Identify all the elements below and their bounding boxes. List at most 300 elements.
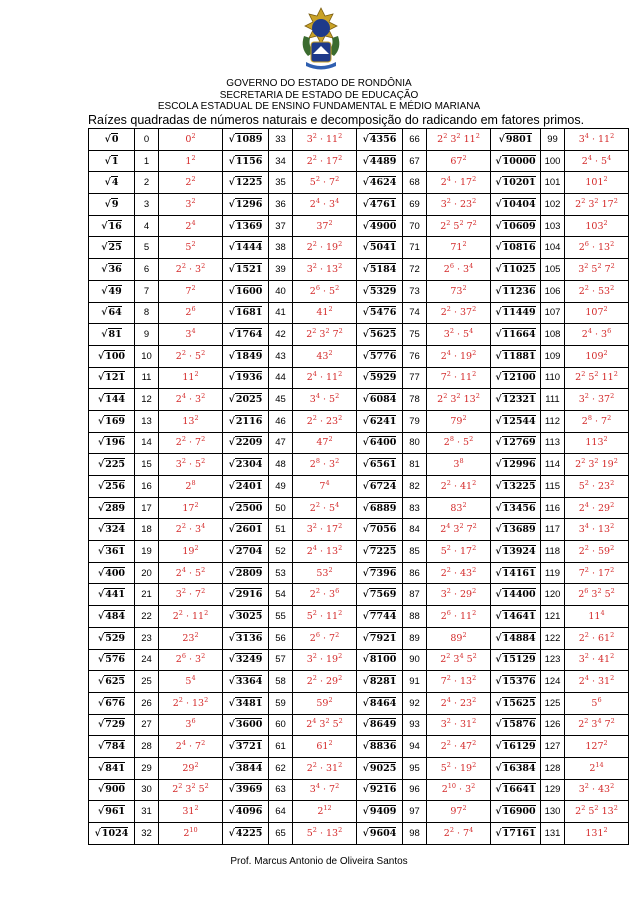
root-value-cell: 93 — [403, 714, 427, 736]
root-value-cell: 72 — [403, 259, 427, 281]
radical-cell: √2116 — [223, 410, 269, 432]
radical-cell: √12321 — [491, 389, 541, 411]
root-value-cell: 36 — [269, 194, 293, 216]
radical-cell: √6889 — [357, 497, 403, 519]
root-value-cell: 130 — [541, 801, 565, 823]
radical-cell: √3600 — [223, 714, 269, 736]
radical-cell: √8281 — [357, 671, 403, 693]
factorization-cell: $2^2 \cdot 41^2$ — [427, 476, 491, 498]
radical-cell: √1681 — [223, 302, 269, 324]
radical-cell: √5184 — [357, 259, 403, 281]
radical-cell: √81 — [89, 324, 135, 346]
factorization-cell: $3^6$ — [159, 714, 223, 736]
table-row — [89, 779, 629, 801]
root-value-cell: 6 — [135, 259, 159, 281]
root-value-cell: 104 — [541, 237, 565, 259]
root-value-cell: 42 — [269, 324, 293, 346]
school-header — [0, 78, 638, 113]
radical-cell: √1156 — [223, 150, 269, 172]
root-value-cell: 34 — [269, 150, 293, 172]
radical-cell: √13225 — [491, 476, 541, 498]
factorization-cell: $2^4 \cdot 5^4$ — [565, 150, 629, 172]
factorization-cell: $2^8 \cdot 3^2$ — [293, 454, 357, 476]
radical-cell: √13456 — [491, 497, 541, 519]
root-value-cell: 25 — [135, 671, 159, 693]
radical-cell: √2209 — [223, 432, 269, 454]
factorization-cell: $2^{12}$ — [293, 801, 357, 823]
secretariat-line: SECRETARIA DE ESTADO DE EDUCAÇÃO — [219, 89, 419, 101]
factorization-cell: $2^{10}$ — [159, 823, 223, 845]
factorization-cell: $2^2$ $3^2$ $7^2$ — [293, 324, 357, 346]
table-row — [89, 497, 629, 519]
root-value-cell: 111 — [541, 389, 565, 411]
radical-cell: √5776 — [357, 345, 403, 367]
root-value-cell: 21 — [135, 584, 159, 606]
page-title: Raízes quadradas de números naturais e decomposição do radicando em fatores primos. — [88, 113, 585, 127]
root-value-cell: 94 — [403, 736, 427, 758]
factorization-cell: $2^8$ — [159, 476, 223, 498]
radical-cell: √529 — [89, 627, 135, 649]
radical-cell: √12996 — [491, 454, 541, 476]
radical-cell: √0 — [89, 129, 135, 151]
factorization-cell: $3^4 \cdot 5^2$ — [293, 389, 357, 411]
root-value-cell: 90 — [403, 649, 427, 671]
radical-cell: √25 — [89, 237, 135, 259]
radical-cell: √841 — [89, 757, 135, 779]
radical-cell: √7569 — [357, 584, 403, 606]
radical-cell: √10609 — [491, 215, 541, 237]
root-value-cell: 46 — [269, 410, 293, 432]
root-value-cell: 4 — [135, 215, 159, 237]
factorization-cell: $13^2$ — [159, 410, 223, 432]
table-row — [89, 454, 629, 476]
factorization-cell: $3^8$ — [427, 454, 491, 476]
radical-cell: √8464 — [357, 692, 403, 714]
radical-cell: √144 — [89, 389, 135, 411]
radical-cell: √8100 — [357, 649, 403, 671]
radical-cell: √3025 — [223, 606, 269, 628]
table-row — [89, 692, 629, 714]
factorization-cell: $113^2$ — [565, 432, 629, 454]
radical-cell: √14400 — [491, 584, 541, 606]
radical-cell: √9801 — [491, 129, 541, 151]
radical-cell: √16129 — [491, 736, 541, 758]
square-roots-table — [88, 128, 629, 845]
factorization-cell: $2^2 \cdot 3^2$ — [159, 259, 223, 281]
factorization-cell: $59^2$ — [293, 692, 357, 714]
root-value-cell: 49 — [269, 476, 293, 498]
root-value-cell: 44 — [269, 367, 293, 389]
factorization-cell: $19^2$ — [159, 541, 223, 563]
radical-cell: √10816 — [491, 237, 541, 259]
root-value-cell: 60 — [269, 714, 293, 736]
root-value-cell: 108 — [541, 324, 565, 346]
root-value-cell: 57 — [269, 649, 293, 671]
root-value-cell: 128 — [541, 757, 565, 779]
root-value-cell: 114 — [541, 454, 565, 476]
factorization-cell: $2^2 \cdot 3^4$ — [159, 519, 223, 541]
root-value-cell: 129 — [541, 779, 565, 801]
root-value-cell: 52 — [269, 541, 293, 563]
root-value-cell: 2 — [135, 172, 159, 194]
radical-cell: √12544 — [491, 410, 541, 432]
factorization-cell: $2^8 \cdot 5^2$ — [427, 432, 491, 454]
root-value-cell: 110 — [541, 367, 565, 389]
factorization-cell: $2^2 \cdot 17^2$ — [293, 150, 357, 172]
factorization-cell: $7^2 \cdot 17^2$ — [565, 562, 629, 584]
root-value-cell: 121 — [541, 606, 565, 628]
radical-cell: √3249 — [223, 649, 269, 671]
government-line: GOVERNO DO ESTADO DE RONDÔNIA — [226, 78, 412, 89]
root-value-cell: 63 — [269, 779, 293, 801]
radical-cell: √7396 — [357, 562, 403, 584]
factorization-cell: $5^2$ — [159, 237, 223, 259]
radical-cell: √1764 — [223, 324, 269, 346]
radical-cell: √1369 — [223, 215, 269, 237]
factorization-cell: $3^2 \cdot 19^2$ — [293, 649, 357, 671]
root-value-cell: 95 — [403, 757, 427, 779]
root-value-cell: 96 — [403, 779, 427, 801]
root-value-cell: 113 — [541, 432, 565, 454]
radical-cell: √15625 — [491, 692, 541, 714]
radical-cell: √2916 — [223, 584, 269, 606]
factorization-cell: $5^2 \cdot 11^2$ — [293, 606, 357, 628]
radical-cell: √2025 — [223, 389, 269, 411]
radical-cell: √2304 — [223, 454, 269, 476]
factorization-cell: $2^2 \cdot 59^2$ — [565, 541, 629, 563]
radical-cell: √1600 — [223, 280, 269, 302]
radical-cell: √11236 — [491, 280, 541, 302]
factorization-cell: $2^2 \cdot 5^2$ — [159, 345, 223, 367]
root-value-cell: 19 — [135, 541, 159, 563]
factorization-cell: $2^2 \cdot 5^4$ — [293, 497, 357, 519]
factorization-cell: $2^{14}$ — [565, 757, 629, 779]
radical-cell: √1936 — [223, 367, 269, 389]
radical-cell: √676 — [89, 692, 135, 714]
root-value-cell: 17 — [135, 497, 159, 519]
root-value-cell: 92 — [403, 692, 427, 714]
root-value-cell: 76 — [403, 345, 427, 367]
radical-cell: √7921 — [357, 627, 403, 649]
factorization-cell: $2^2 \cdot 37^2$ — [427, 302, 491, 324]
radical-cell: √3721 — [223, 736, 269, 758]
factorization-cell: $0^2$ — [159, 129, 223, 151]
table-row — [89, 562, 629, 584]
radical-cell: √16384 — [491, 757, 541, 779]
factorization-cell: $3^2 \cdot 43^2$ — [565, 779, 629, 801]
root-value-cell: 32 — [135, 823, 159, 845]
factorization-cell: $2^6$ — [159, 302, 223, 324]
radical-cell: √9216 — [357, 779, 403, 801]
root-value-cell: 28 — [135, 736, 159, 758]
school-line: ESCOLA ESTADUAL DE ENSINO FUNDAMENTAL E MÉDIO MARIANA — [157, 101, 481, 112]
factorization-cell: $5^2 \cdot 7^2$ — [293, 172, 357, 194]
table-row — [89, 541, 629, 563]
root-value-cell: 119 — [541, 562, 565, 584]
root-value-cell: 64 — [269, 801, 293, 823]
table-row — [89, 671, 629, 693]
factorization-cell: $2^6 \cdot 7^2$ — [293, 627, 357, 649]
radical-cell: √7056 — [357, 519, 403, 541]
radical-cell: √4900 — [357, 215, 403, 237]
table-row — [89, 324, 629, 346]
radical-cell: √4624 — [357, 172, 403, 194]
root-value-cell: 88 — [403, 606, 427, 628]
root-value-cell: 109 — [541, 345, 565, 367]
radical-cell: √36 — [89, 259, 135, 281]
radical-cell: √4489 — [357, 150, 403, 172]
radical-cell: √5625 — [357, 324, 403, 346]
radical-cell: √361 — [89, 541, 135, 563]
root-value-cell: 29 — [135, 757, 159, 779]
table-row — [89, 757, 629, 779]
root-value-cell: 11 — [135, 367, 159, 389]
radical-cell: √484 — [89, 606, 135, 628]
factorization-cell: $2^2$ $3^2$ $17^2$ — [565, 194, 629, 216]
radical-cell: √3844 — [223, 757, 269, 779]
factorization-cell: $3^2 \cdot 31^2$ — [427, 714, 491, 736]
factorization-cell: $23^2$ — [159, 627, 223, 649]
radical-cell: √100 — [89, 345, 135, 367]
factorization-cell: $61^2$ — [293, 736, 357, 758]
factorization-cell: $3^2$ $5^2$ $7^2$ — [565, 259, 629, 281]
root-value-cell: 131 — [541, 823, 565, 845]
radical-cell: √10201 — [491, 172, 541, 194]
root-value-cell: 47 — [269, 432, 293, 454]
radical-cell: √1225 — [223, 172, 269, 194]
root-value-cell: 45 — [269, 389, 293, 411]
table-row — [89, 302, 629, 324]
factorization-cell: $67^2$ — [427, 150, 491, 172]
factorization-cell: $2^2 \cdot 31^2$ — [293, 757, 357, 779]
root-value-cell: 7 — [135, 280, 159, 302]
radical-cell: √13924 — [491, 541, 541, 563]
root-value-cell: 67 — [403, 150, 427, 172]
radical-cell: √14641 — [491, 606, 541, 628]
radical-cell: √400 — [89, 562, 135, 584]
factorization-cell: $3^2 \cdot 17^2$ — [293, 519, 357, 541]
factorization-cell: $89^2$ — [427, 627, 491, 649]
root-value-cell: 83 — [403, 497, 427, 519]
radical-cell: √784 — [89, 736, 135, 758]
factorization-cell: $2^2 \cdot 13^2$ — [159, 692, 223, 714]
table-row — [89, 389, 629, 411]
radical-cell: √900 — [89, 779, 135, 801]
root-value-cell: 80 — [403, 432, 427, 454]
factorization-cell: $107^2$ — [565, 302, 629, 324]
root-value-cell: 127 — [541, 736, 565, 758]
factorization-cell: $2^6 \cdot 11^2$ — [427, 606, 491, 628]
table-row — [89, 237, 629, 259]
factorization-cell: $3^4 \cdot 7^2$ — [293, 779, 357, 801]
factorization-cell: $41^2$ — [293, 302, 357, 324]
root-value-cell: 16 — [135, 476, 159, 498]
factorization-cell: $2^2 \cdot 7^4$ — [427, 823, 491, 845]
factorization-cell: $2^2$ $5^2$ $11^2$ — [565, 367, 629, 389]
factorization-cell: $3^2 \cdot 23^2$ — [427, 194, 491, 216]
root-value-cell: 82 — [403, 476, 427, 498]
radical-cell: √14884 — [491, 627, 541, 649]
root-value-cell: 120 — [541, 584, 565, 606]
root-value-cell: 125 — [541, 692, 565, 714]
factorization-cell: $37^2$ — [293, 215, 357, 237]
factorization-cell: $5^4$ — [159, 671, 223, 693]
factorization-cell: $47^2$ — [293, 432, 357, 454]
radical-cell: √225 — [89, 454, 135, 476]
root-value-cell: 69 — [403, 194, 427, 216]
factorization-cell: $103^2$ — [565, 215, 629, 237]
root-value-cell: 50 — [269, 497, 293, 519]
author-footer: Prof. Marcus Antonio de Oliveira Santos — [230, 856, 408, 867]
radical-cell: √4 — [89, 172, 135, 194]
factorization-cell: $2^{10} \cdot 3^2$ — [427, 779, 491, 801]
factorization-cell: $2^4$ — [159, 215, 223, 237]
factorization-cell: $2^4 \cdot 7^2$ — [159, 736, 223, 758]
root-value-cell: 41 — [269, 302, 293, 324]
factorization-cell: $2^4 \cdot 11^2$ — [293, 367, 357, 389]
factorization-cell: $2^4 \cdot 31^2$ — [565, 671, 629, 693]
factorization-cell: $29^2$ — [159, 757, 223, 779]
table-row — [89, 432, 629, 454]
table-row — [89, 410, 629, 432]
factorization-cell: $31^2$ — [159, 801, 223, 823]
factorization-cell: $2^4 \cdot 3^6$ — [565, 324, 629, 346]
root-value-cell: 87 — [403, 584, 427, 606]
root-value-cell: 59 — [269, 692, 293, 714]
factorization-cell: $5^2 \cdot 13^2$ — [293, 823, 357, 845]
radical-cell: √3969 — [223, 779, 269, 801]
radical-cell: √9 — [89, 194, 135, 216]
factorization-cell: $7^4$ — [293, 476, 357, 498]
factorization-cell: $1^2$ — [159, 150, 223, 172]
factorization-cell: $2^2 \cdot 43^2$ — [427, 562, 491, 584]
root-value-cell: 23 — [135, 627, 159, 649]
root-value-cell: 53 — [269, 562, 293, 584]
factorization-cell: $2^4 \cdot 17^2$ — [427, 172, 491, 194]
table-row — [89, 280, 629, 302]
radical-cell: √6400 — [357, 432, 403, 454]
factorization-cell: $7^2 \cdot 13^2$ — [427, 671, 491, 693]
radical-cell: √576 — [89, 649, 135, 671]
root-value-cell: 91 — [403, 671, 427, 693]
factorization-cell: $2^2$ — [159, 172, 223, 194]
factorization-cell: $2^2$ $5^2$ $13^2$ — [565, 801, 629, 823]
root-value-cell: 31 — [135, 801, 159, 823]
radical-cell: √6241 — [357, 410, 403, 432]
root-value-cell: 75 — [403, 324, 427, 346]
root-value-cell: 56 — [269, 627, 293, 649]
table-row — [89, 259, 629, 281]
radical-cell: √121 — [89, 367, 135, 389]
root-value-cell: 62 — [269, 757, 293, 779]
radical-cell: √8649 — [357, 714, 403, 736]
factorization-cell: $2^2$ $3^4$ $7^2$ — [565, 714, 629, 736]
factorization-cell: $2^2 \cdot 3^6$ — [293, 584, 357, 606]
factorization-cell: $17^2$ — [159, 497, 223, 519]
factorization-cell: $73^2$ — [427, 280, 491, 302]
radical-cell: √16 — [89, 215, 135, 237]
factorization-cell: $2^6 \cdot 13^2$ — [565, 237, 629, 259]
factorization-cell: $2^2 \cdot 29^2$ — [293, 671, 357, 693]
root-value-cell: 89 — [403, 627, 427, 649]
root-value-cell: 38 — [269, 237, 293, 259]
radical-cell: √17161 — [491, 823, 541, 845]
radical-cell: √13689 — [491, 519, 541, 541]
radical-cell: √9025 — [357, 757, 403, 779]
radical-cell: √15129 — [491, 649, 541, 671]
root-value-cell: 55 — [269, 606, 293, 628]
factorization-cell: $5^6$ — [565, 692, 629, 714]
factorization-cell: $3^2 \cdot 37^2$ — [565, 389, 629, 411]
root-value-cell: 101 — [541, 172, 565, 194]
radical-cell: √12769 — [491, 432, 541, 454]
factorization-cell: $2^2 \cdot 23^2$ — [293, 410, 357, 432]
root-value-cell: 66 — [403, 129, 427, 151]
factorization-cell: $2^4 \cdot 13^2$ — [293, 541, 357, 563]
factorization-cell: $7^2 \cdot 11^2$ — [427, 367, 491, 389]
factorization-cell: $2^6 \cdot 5^2$ — [293, 280, 357, 302]
factorization-cell: $2^2$ $3^2$ $11^2$ — [427, 129, 491, 151]
radical-cell: √10000 — [491, 150, 541, 172]
root-value-cell: 81 — [403, 454, 427, 476]
root-value-cell: 97 — [403, 801, 427, 823]
root-value-cell: 68 — [403, 172, 427, 194]
factorization-cell: $2^4 \cdot 3^2$ — [159, 389, 223, 411]
factorization-cell: $127^2$ — [565, 736, 629, 758]
radical-cell: √2809 — [223, 562, 269, 584]
table-row — [89, 150, 629, 172]
factorization-cell: $2^2 \cdot 11^2$ — [159, 606, 223, 628]
radical-cell: √11664 — [491, 324, 541, 346]
radical-cell: √6084 — [357, 389, 403, 411]
root-value-cell: 118 — [541, 541, 565, 563]
root-value-cell: 40 — [269, 280, 293, 302]
factorization-cell: $2^4$ $3^2$ $5^2$ — [293, 714, 357, 736]
factorization-cell: $3^2 \cdot 41^2$ — [565, 649, 629, 671]
root-value-cell: 86 — [403, 562, 427, 584]
factorization-cell: $131^2$ — [565, 823, 629, 845]
table-row — [89, 194, 629, 216]
root-value-cell: 116 — [541, 497, 565, 519]
root-value-cell: 27 — [135, 714, 159, 736]
table-body — [89, 129, 629, 845]
factorization-cell: $2^4 \cdot 5^2$ — [159, 562, 223, 584]
root-value-cell: 58 — [269, 671, 293, 693]
factorization-cell: $3^2 \cdot 13^2$ — [293, 259, 357, 281]
radical-cell: √961 — [89, 801, 135, 823]
root-value-cell: 54 — [269, 584, 293, 606]
factorization-cell: $109^2$ — [565, 345, 629, 367]
table-row — [89, 627, 629, 649]
table-row — [89, 649, 629, 671]
radical-cell: √3136 — [223, 627, 269, 649]
root-value-cell: 51 — [269, 519, 293, 541]
table-row — [89, 172, 629, 194]
radical-cell: √1849 — [223, 345, 269, 367]
factorization-cell: $3^4 \cdot 11^2$ — [565, 129, 629, 151]
radical-cell: √15876 — [491, 714, 541, 736]
root-value-cell: 10 — [135, 345, 159, 367]
root-value-cell: 0 — [135, 129, 159, 151]
radical-cell: √11025 — [491, 259, 541, 281]
factorization-cell: $43^2$ — [293, 345, 357, 367]
radical-cell: √8836 — [357, 736, 403, 758]
root-value-cell: 77 — [403, 367, 427, 389]
table-row — [89, 606, 629, 628]
factorization-cell: $2^2$ $3^4$ $5^2$ — [427, 649, 491, 671]
root-value-cell: 18 — [135, 519, 159, 541]
root-value-cell: 5 — [135, 237, 159, 259]
